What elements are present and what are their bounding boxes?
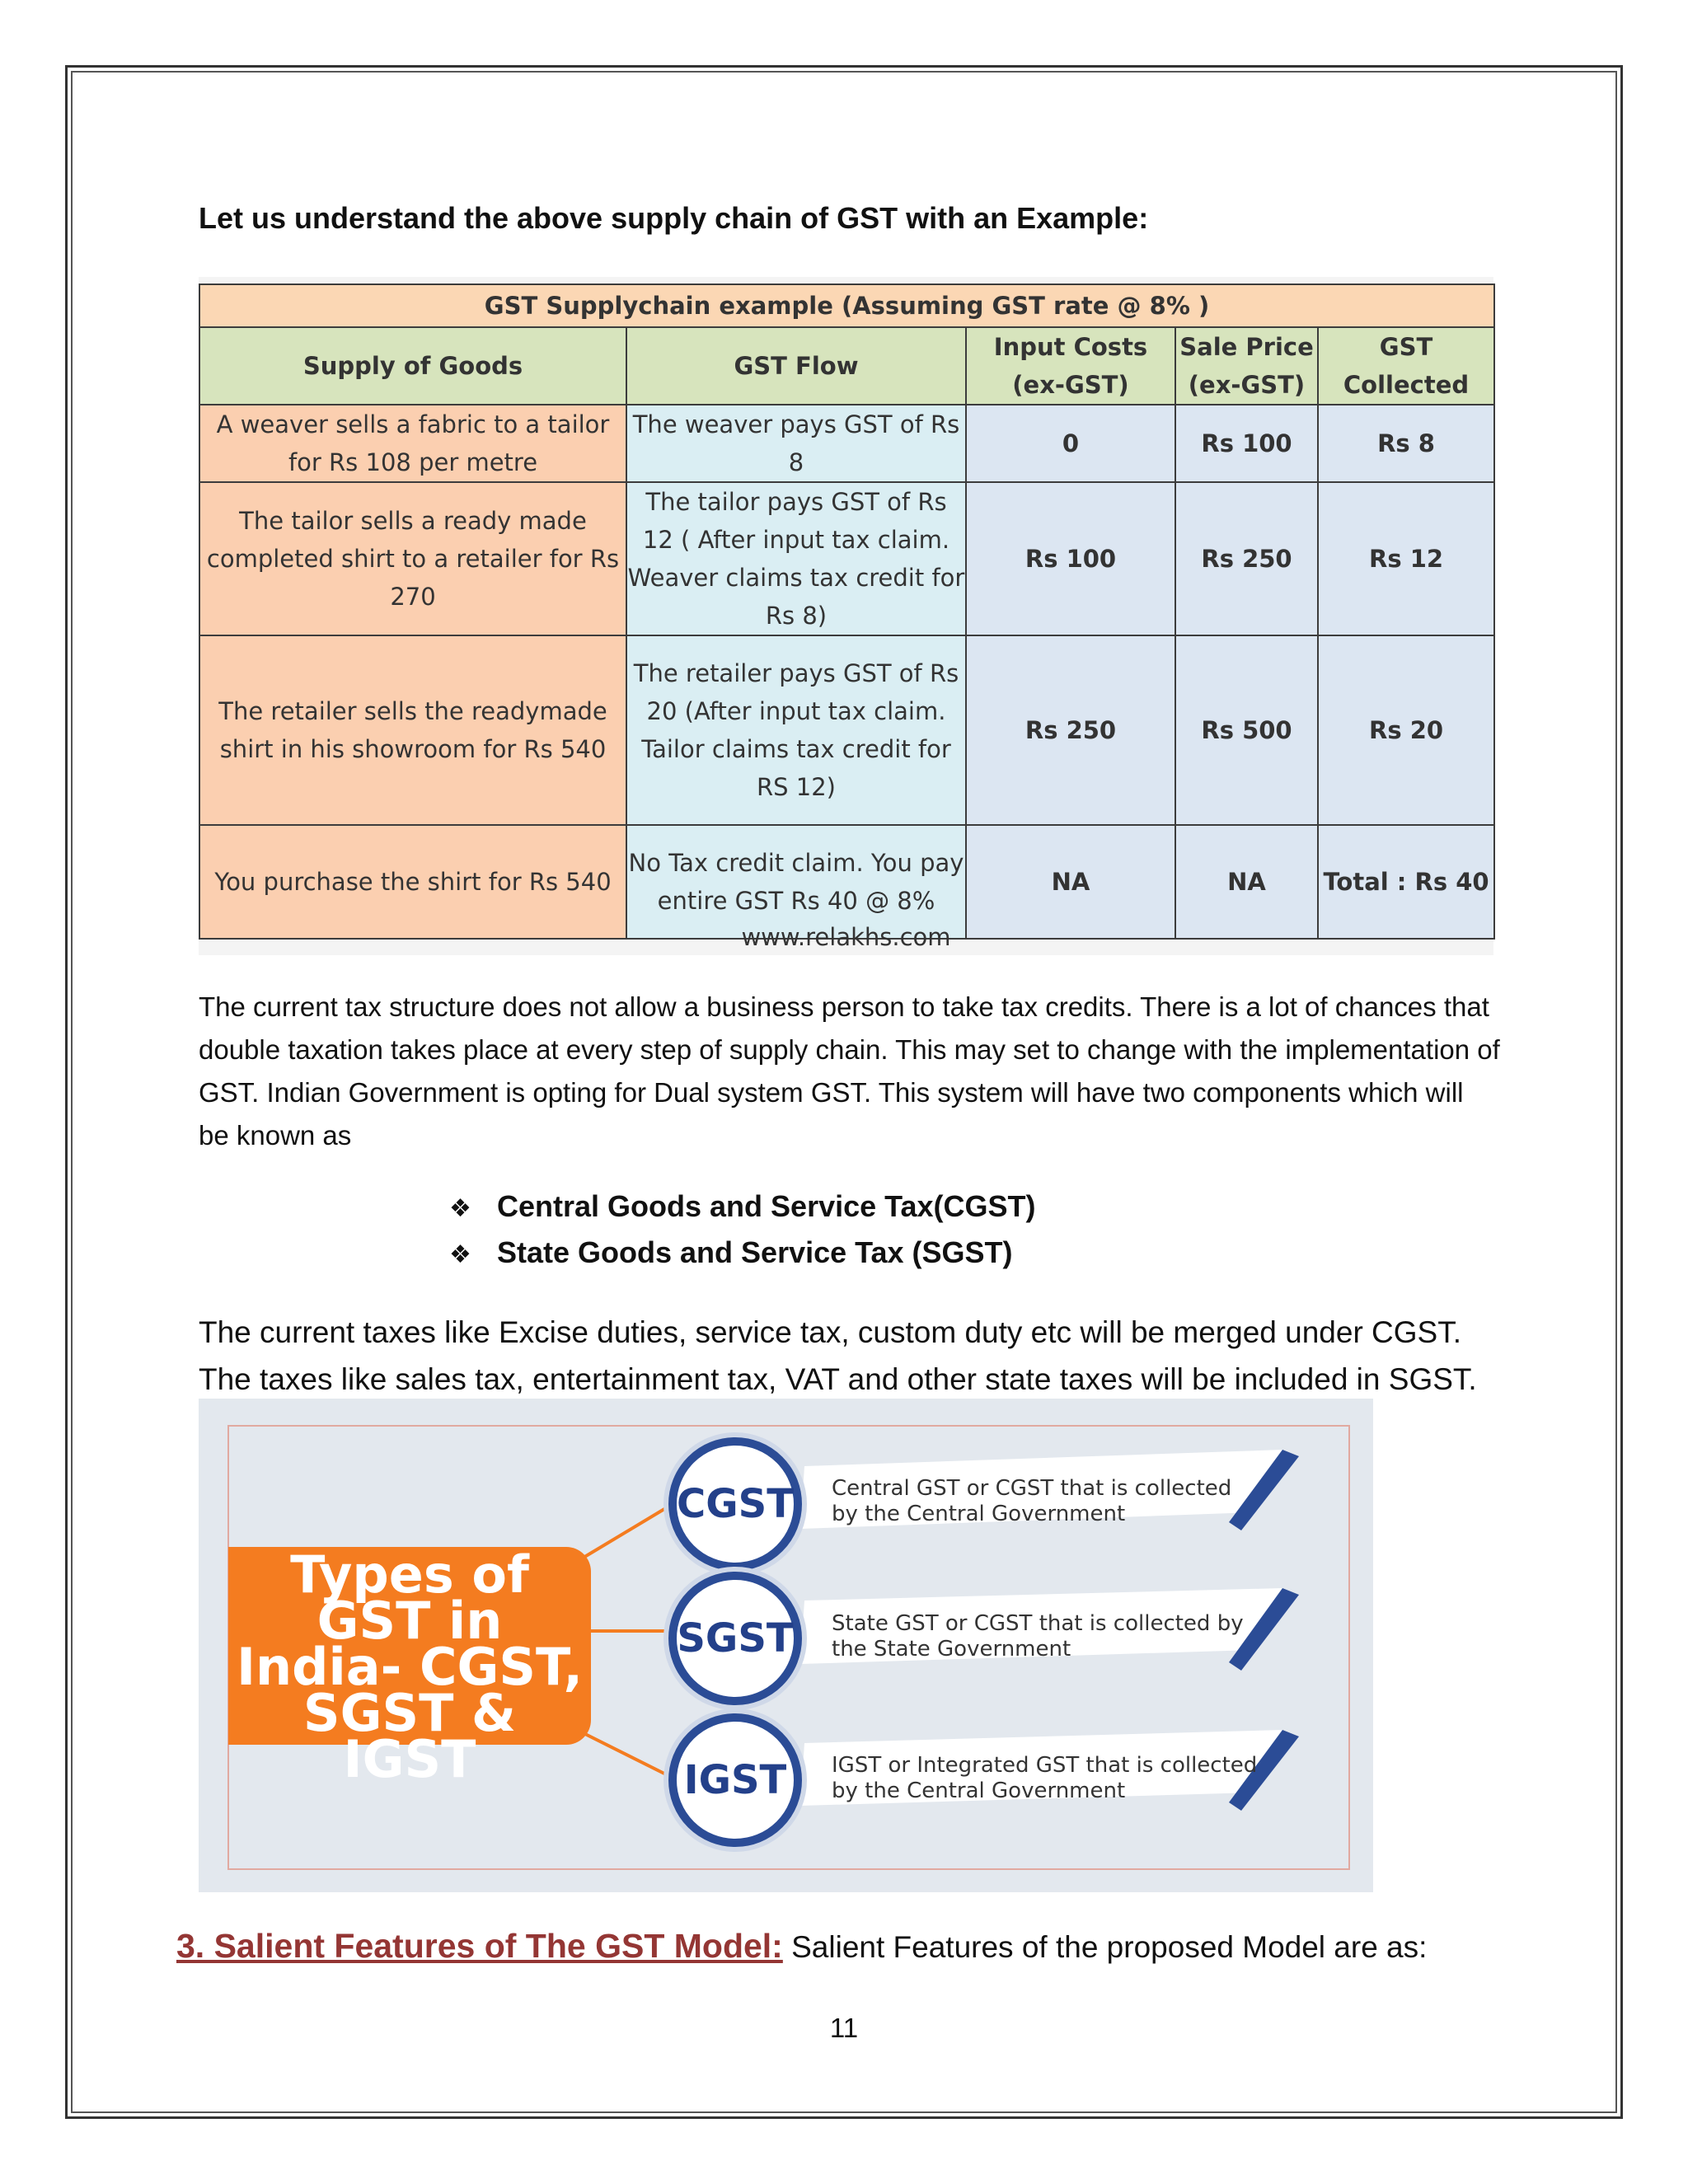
list-item xyxy=(449,1183,1035,1230)
cell-sale: Rs 100 xyxy=(1175,405,1318,482)
graphic-title: Types of GST in India- CGST, SGST & IGST xyxy=(236,1544,584,1789)
cell-input: Rs 250 xyxy=(966,635,1175,825)
table-title: GST Supplychain example (Assuming GST rate @ 8% ) xyxy=(199,284,1494,327)
section-title: 3. Salient Features of The GST Model: xyxy=(176,1927,783,1965)
header-input: Input Costs (ex-GST) xyxy=(966,327,1175,405)
cgst-description: Central GST or CGST that is collected by the Central Government xyxy=(832,1476,1232,1526)
table-row xyxy=(199,635,1494,825)
cell-input: Rs 100 xyxy=(966,482,1175,635)
cell-input: NA xyxy=(966,825,1175,939)
cell-input: 0 xyxy=(966,405,1175,482)
header-gst: GST Collected xyxy=(1318,327,1494,405)
header-flow: GST Flow xyxy=(626,327,966,405)
cell-flow: The weaver pays GST of Rs 8 xyxy=(626,405,966,482)
igst-circle: IGST xyxy=(668,1713,802,1847)
cell-supply: The retailer sells the readymade shirt in his showroom for Rs 540 xyxy=(199,635,626,825)
cell-sale: NA xyxy=(1175,825,1318,939)
gst-supplychain-table-image xyxy=(199,277,1493,955)
table-row xyxy=(199,482,1494,635)
cell-gst: Total : Rs 40 xyxy=(1318,825,1494,939)
sgst-description: State GST or CGST that is collected by the State Government xyxy=(832,1611,1244,1661)
cell-supply: You purchase the shirt for Rs 540 xyxy=(199,825,626,939)
types-of-gst-graphic xyxy=(199,1399,1373,1892)
cell-supply: A weaver sells a fabric to a tailor for Rs 108 per metre xyxy=(199,405,626,482)
intro-heading: Let us understand the above supply chain of GST with an Example: xyxy=(199,201,1149,235)
cell-gst: Rs 20 xyxy=(1318,635,1494,825)
sgst-circle: SGST xyxy=(668,1572,802,1705)
cell-flow: The tailor pays GST of Rs 12 ( After input tax claim. Weaver claims tax credit for Rs 8) xyxy=(626,482,966,635)
cell-sale: Rs 500 xyxy=(1175,635,1318,825)
cell-gst: Rs 8 xyxy=(1318,405,1494,482)
bullet-text: Central Goods and Service Tax(CGST) xyxy=(497,1189,1036,1223)
table-source: www.relakhs.com xyxy=(741,923,951,951)
cell-flow: No Tax credit claim. You pay entire GST Rs 40 @ 8% xyxy=(626,825,966,939)
list-item xyxy=(449,1230,1035,1276)
bullet-text: State Goods and Service Tax (SGST) xyxy=(497,1235,1013,1269)
page-number: 11 xyxy=(829,2013,859,2043)
section-heading xyxy=(176,1927,1427,1966)
cell-gst: Rs 12 xyxy=(1318,482,1494,635)
cell-flow: The retailer pays GST of Rs 20 (After input tax claim. Tailor claims tax credit for RS 12) xyxy=(626,635,966,825)
paragraph-tax-structure: The current tax structure does not allow a business person to take tax credits. There is a lot of chances that double taxation takes place at every step of supply chain. This may set to change with the implementation of GST. Indian Government is opting for Dual system GST. This system will have two components which will be known as xyxy=(199,991,1500,1151)
table-row xyxy=(199,405,1494,482)
cell-supply: The tailor sells a ready made completed shirt to a retailer for Rs 270 xyxy=(199,482,626,635)
igst-description: IGST or Integrated GST that is collected by the Central Government xyxy=(832,1753,1258,1803)
diamond-bullet-icon: ❖ xyxy=(449,1195,471,1222)
header-sale: Sale Price (ex-GST) xyxy=(1175,327,1318,405)
section-intro: Salient Features of the proposed Model are as: xyxy=(791,1930,1428,1964)
table-row xyxy=(199,825,1494,939)
gst-components-list xyxy=(449,1183,1035,1276)
cell-sale: Rs 250 xyxy=(1175,482,1318,635)
paragraph-merged-taxes: The current taxes like Excise duties, service tax, custom duty etc will be merged under CGST. The taxes like sales tax, entertainment tax, VAT and other state taxes will be included in SGST. xyxy=(199,1315,1477,1396)
gst-supplychain-table xyxy=(199,284,1495,940)
cgst-circle: CGST xyxy=(668,1437,802,1571)
diamond-bullet-icon: ❖ xyxy=(449,1241,471,1268)
header-supply: Supply of Goods xyxy=(199,327,626,405)
